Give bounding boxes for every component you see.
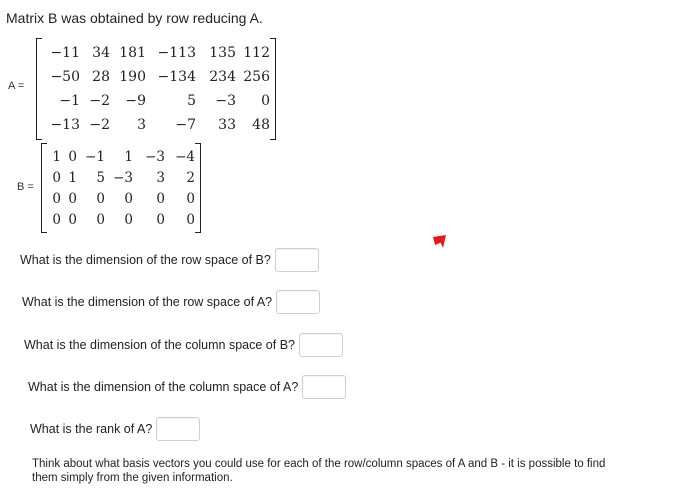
matrix-entry: 0 bbox=[52, 211, 61, 228]
matrix-entry: 2 bbox=[186, 169, 195, 186]
matrix-entry: 0 bbox=[156, 190, 165, 207]
matrix-b-right-bracket bbox=[195, 143, 201, 233]
matrix-entry: 0 bbox=[96, 190, 105, 207]
question-column-space-a bbox=[28, 375, 346, 399]
question-text: What is the dimension of the row space of B? bbox=[20, 253, 271, 267]
question-text: What is the dimension of the row space of A? bbox=[22, 295, 273, 309]
matrix-entry: 48 bbox=[252, 117, 270, 133]
matrix-entry: 0 bbox=[68, 211, 77, 228]
hint-text: Think about what basis vectors you could use for each of the row/column spaces of A and B - it is possible to find them simply from the given information. bbox=[32, 458, 606, 484]
pointer-arrow-icon bbox=[432, 234, 448, 250]
matrix-row bbox=[44, 113, 270, 137]
matrix-a-left-bracket bbox=[36, 38, 42, 140]
matrix-entry: −1 bbox=[85, 148, 105, 165]
matrix-entry: −113 bbox=[157, 45, 196, 61]
matrix-row bbox=[47, 167, 195, 188]
matrix-entry: 1 bbox=[68, 169, 77, 186]
matrix-entry: −3 bbox=[215, 93, 236, 109]
matrix-entry: 0 bbox=[124, 211, 133, 228]
matrix-entry: 1 bbox=[124, 148, 133, 165]
matrix-entry: −7 bbox=[175, 117, 196, 133]
matrix-entry: 0 bbox=[186, 211, 195, 228]
question-row-space-b bbox=[20, 248, 319, 272]
matrix-entry: 28 bbox=[92, 69, 110, 85]
matrix-entry: −11 bbox=[50, 45, 80, 61]
matrix-b-left-bracket bbox=[41, 143, 47, 233]
answer-input-row-space-b[interactable] bbox=[275, 248, 319, 272]
matrix-entry: −3 bbox=[145, 148, 165, 165]
matrix-entry: 33 bbox=[218, 117, 236, 133]
matrix-entry: 0 bbox=[68, 148, 77, 165]
matrix-entry: 1 bbox=[52, 148, 61, 165]
matrix-entry: 0 bbox=[96, 211, 105, 228]
problem-intro: Matrix B was obtained by row reducing A. bbox=[6, 10, 263, 26]
question-rank-a bbox=[30, 417, 200, 441]
matrix-entry: 0 bbox=[186, 190, 195, 207]
matrix-entry: 5 bbox=[187, 93, 196, 109]
matrix-entry: 34 bbox=[92, 45, 110, 61]
matrix-entry: −50 bbox=[50, 69, 80, 85]
matrix-entry: 0 bbox=[156, 211, 165, 228]
matrix-entry: −13 bbox=[50, 117, 80, 133]
question-text: What is the dimension of the column space of B? bbox=[24, 338, 295, 352]
matrix-row bbox=[44, 41, 270, 65]
question-text: What is the dimension of the column space of A? bbox=[28, 380, 299, 394]
matrix-entry: 0 bbox=[68, 190, 77, 207]
answer-input-rank-a[interactable] bbox=[156, 417, 200, 441]
matrix-entry: 181 bbox=[119, 45, 146, 61]
matrix-entry: −134 bbox=[157, 69, 196, 85]
matrix-entry: 0 bbox=[261, 93, 270, 109]
answer-input-row-space-a[interactable] bbox=[276, 290, 320, 314]
matrix-a-label: A = bbox=[8, 80, 25, 92]
matrix-b-label: B = bbox=[17, 181, 34, 193]
matrix-entry: 112 bbox=[243, 45, 270, 61]
question-row-space-a bbox=[22, 290, 320, 314]
matrix-entry: 5 bbox=[96, 169, 105, 186]
question-column-space-b bbox=[24, 333, 343, 357]
matrix-row bbox=[47, 209, 195, 230]
matrix-entry: 256 bbox=[243, 69, 270, 85]
matrix-row bbox=[47, 146, 195, 167]
matrix-b-table bbox=[47, 146, 195, 230]
matrix-row bbox=[44, 89, 270, 113]
matrix-entry: 0 bbox=[52, 190, 61, 207]
matrix-entry: 135 bbox=[209, 45, 236, 61]
matrix-entry: 234 bbox=[209, 69, 236, 85]
question-text: What is the rank of A? bbox=[30, 422, 153, 436]
matrix-row bbox=[47, 188, 195, 209]
matrix-entry: −9 bbox=[125, 93, 146, 109]
matrix-entry: −2 bbox=[89, 117, 110, 133]
matrix-b bbox=[41, 143, 201, 233]
matrix-row bbox=[44, 65, 270, 89]
matrix-entry: 190 bbox=[119, 69, 146, 85]
matrix-entry: 0 bbox=[52, 169, 61, 186]
matrix-entry: −3 bbox=[113, 169, 133, 186]
matrix-entry: 3 bbox=[137, 117, 146, 133]
matrix-entry: −1 bbox=[59, 93, 80, 109]
answer-input-column-space-a[interactable] bbox=[302, 375, 346, 399]
matrix-entry: 3 bbox=[156, 169, 165, 186]
matrix-entry: −2 bbox=[89, 93, 110, 109]
answer-input-column-space-b[interactable] bbox=[299, 333, 343, 357]
matrix-entry: 0 bbox=[124, 190, 133, 207]
matrix-a bbox=[36, 38, 276, 140]
matrix-a-right-bracket bbox=[270, 38, 276, 140]
matrix-a-table bbox=[44, 41, 270, 137]
matrix-entry: −4 bbox=[175, 148, 195, 165]
